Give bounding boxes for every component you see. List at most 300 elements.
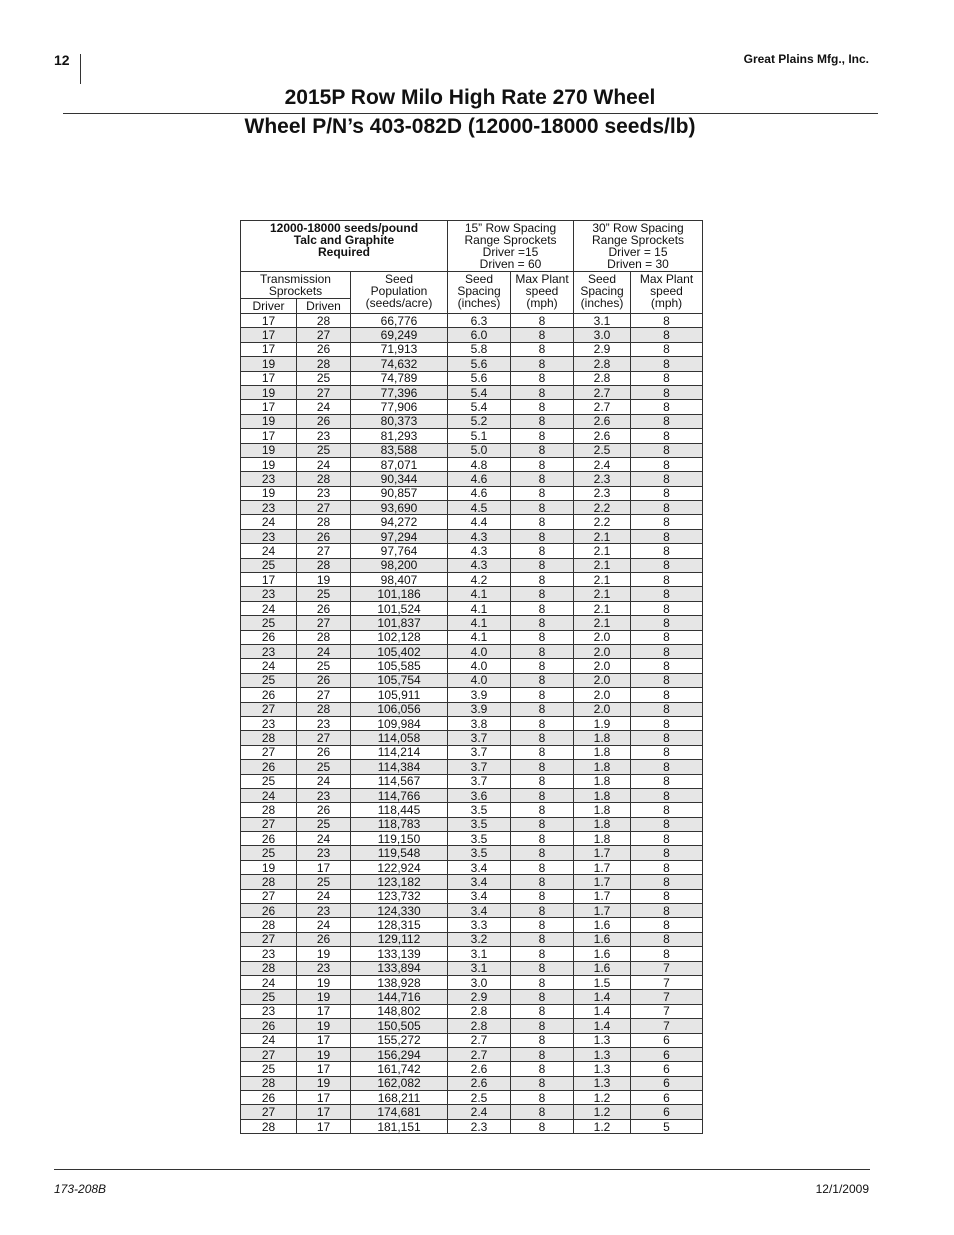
population-cell: 162,082 — [351, 1076, 448, 1090]
speed-15-cell: 8 — [511, 1119, 574, 1133]
spacing-15-cell: 5.0 — [448, 443, 511, 457]
spacing-30-cell: 1.4 — [574, 1019, 631, 1033]
spacing-30-cell: 3.0 — [574, 328, 631, 342]
page-title: 2015P Row Milo High Rate 270 Wheel — [284, 86, 656, 109]
driven-cell: 27 — [297, 688, 351, 702]
driven-cell: 24 — [297, 832, 351, 846]
spacing-line: Seed — [588, 272, 617, 286]
driven-cell: 25 — [297, 371, 351, 385]
population-cell: 122,924 — [351, 860, 448, 874]
driver-cell: 17 — [241, 371, 297, 385]
spacing-15-cell: 6.3 — [448, 314, 511, 328]
speed-30-cell: 8 — [631, 832, 703, 846]
driver-cell: 25 — [241, 1062, 297, 1076]
driven-cell: 28 — [297, 314, 351, 328]
spacing-30-cell: 1.6 — [574, 932, 631, 946]
spacing-line: Seed — [465, 272, 494, 286]
spacing-30-cell: 2.1 — [574, 544, 631, 558]
speed-15-cell: 8 — [511, 357, 574, 371]
spacing-15-cell: 2.4 — [448, 1105, 511, 1119]
spacing-30-cell: 2.0 — [574, 644, 631, 658]
row-15-header — [448, 221, 574, 272]
driven-cell: 17 — [297, 860, 351, 874]
speed-15-cell: 8 — [511, 1004, 574, 1018]
table-row — [241, 457, 703, 471]
table-row — [241, 1033, 703, 1047]
driver-cell: 28 — [241, 803, 297, 817]
speed-30-cell: 6 — [631, 1091, 703, 1105]
speed-30-cell: 8 — [631, 558, 703, 572]
population-cell: 181,151 — [351, 1119, 448, 1133]
spacing-30-cell: 1.4 — [574, 1004, 631, 1018]
population-cell: 123,732 — [351, 889, 448, 903]
table-row — [241, 472, 703, 486]
speed-30-cell: 8 — [631, 904, 703, 918]
population-cell: 101,186 — [351, 587, 448, 601]
driver-cell: 25 — [241, 774, 297, 788]
seed-rate-table — [240, 220, 703, 1134]
driven-cell: 19 — [297, 947, 351, 961]
seeds-per-pound-header — [241, 221, 448, 272]
driver-cell: 19 — [241, 443, 297, 457]
table-row — [241, 1105, 703, 1119]
population-cell: 98,407 — [351, 573, 448, 587]
table-row — [241, 659, 703, 673]
driver-cell: 19 — [241, 860, 297, 874]
speed-15-cell: 8 — [511, 731, 574, 745]
table-row — [241, 314, 703, 328]
speed-15-cell: 8 — [511, 616, 574, 630]
driver-cell: 23 — [241, 472, 297, 486]
table-row — [241, 515, 703, 529]
spacing-15-cell: 2.6 — [448, 1076, 511, 1090]
driven-cell: 27 — [297, 501, 351, 515]
table-row — [241, 1076, 703, 1090]
spacing-15-cell: 3.4 — [448, 889, 511, 903]
speed-line: speed — [650, 284, 683, 298]
spacing-30-cell: 1.8 — [574, 760, 631, 774]
driver-cell: 26 — [241, 904, 297, 918]
driver-cell: 23 — [241, 1004, 297, 1018]
header-divider — [80, 54, 81, 84]
speed-30-cell: 8 — [631, 616, 703, 630]
speed-15-cell: 8 — [511, 630, 574, 644]
table-row — [241, 745, 703, 759]
population-cell: 174,681 — [351, 1105, 448, 1119]
speed-30-cell: 7 — [631, 1004, 703, 1018]
driver-cell: 27 — [241, 702, 297, 716]
driver-cell: 27 — [241, 932, 297, 946]
spacing-15-cell: 3.9 — [448, 688, 511, 702]
driven-cell: 19 — [297, 1076, 351, 1090]
spacing-30-cell: 2.3 — [574, 472, 631, 486]
table-row — [241, 860, 703, 874]
table-row — [241, 803, 703, 817]
population-cell: 90,344 — [351, 472, 448, 486]
spacing-15-cell: 3.5 — [448, 846, 511, 860]
speed-15-cell: 8 — [511, 644, 574, 658]
driver-cell: 24 — [241, 659, 297, 673]
driven-cell: 17 — [297, 1091, 351, 1105]
spacing-15-cell: 4.3 — [448, 544, 511, 558]
population-cell: 119,548 — [351, 846, 448, 860]
table-row — [241, 947, 703, 961]
spacing-30-cell: 1.7 — [574, 860, 631, 874]
speed-30-cell: 8 — [631, 875, 703, 889]
spacing-30-cell: 1.8 — [574, 817, 631, 831]
spacing-30-cell: 2.5 — [574, 443, 631, 457]
driver-cell: 27 — [241, 1105, 297, 1119]
spacing-30-cell: 1.8 — [574, 745, 631, 759]
table-row — [241, 328, 703, 342]
driven-cell: 26 — [297, 342, 351, 356]
driver-cell: 23 — [241, 644, 297, 658]
speed-line: Max Plant — [639, 272, 694, 286]
driver-cell: 24 — [241, 601, 297, 615]
spacing-15-cell: 3.0 — [448, 975, 511, 989]
table-row — [241, 889, 703, 903]
speed-15-cell: 8 — [511, 544, 574, 558]
population-cell: 77,396 — [351, 385, 448, 399]
spacing-15-cell: 3.7 — [448, 731, 511, 745]
transmission-line: Sprockets — [268, 284, 323, 298]
speed-15-cell: 8 — [511, 1033, 574, 1047]
driven-cell: 19 — [297, 573, 351, 587]
speed-15-cell: 8 — [511, 457, 574, 471]
table-row — [241, 817, 703, 831]
driver-cell: 19 — [241, 457, 297, 471]
spacing-30-cell: 2.1 — [574, 601, 631, 615]
population-cell: 101,524 — [351, 601, 448, 615]
spacing-line: (inches) — [457, 296, 501, 310]
spacing-30-cell: 2.1 — [574, 587, 631, 601]
speed-15-cell: 8 — [511, 328, 574, 342]
spacing-15-cell: 4.8 — [448, 457, 511, 471]
speed-30-cell: 8 — [631, 328, 703, 342]
population-cell: 118,445 — [351, 803, 448, 817]
driven-cell: 23 — [297, 788, 351, 802]
spacing-15-cell: 2.8 — [448, 1004, 511, 1018]
population-cell: 155,272 — [351, 1033, 448, 1047]
spacing-30-cell: 1.9 — [574, 716, 631, 730]
spacing-30-cell: 1.2 — [574, 1105, 631, 1119]
table-row — [241, 429, 703, 443]
spacing-30-cell: 1.6 — [574, 947, 631, 961]
population-cell: 83,588 — [351, 443, 448, 457]
spacing-15-cell: 4.3 — [448, 529, 511, 543]
max-speed-15-header — [511, 272, 574, 314]
speed-15-cell: 8 — [511, 385, 574, 399]
driver-cell: 17 — [241, 573, 297, 587]
speed-15-cell: 8 — [511, 472, 574, 486]
spacing-30-cell: 1.2 — [574, 1091, 631, 1105]
driven-header: Driven — [297, 299, 351, 314]
driven-cell: 24 — [297, 644, 351, 658]
spacing-30-cell: 2.0 — [574, 630, 631, 644]
driver-cell: 24 — [241, 544, 297, 558]
driver-cell: 25 — [241, 673, 297, 687]
speed-30-cell: 8 — [631, 932, 703, 946]
seed-spacing-30-header — [574, 272, 631, 314]
spacing-line: Spacing — [457, 284, 501, 298]
table-row — [241, 1091, 703, 1105]
speed-30-cell: 8 — [631, 702, 703, 716]
speed-15-cell: 8 — [511, 501, 574, 515]
driven-cell: 26 — [297, 803, 351, 817]
population-cell: 150,505 — [351, 1019, 448, 1033]
speed-15-cell: 8 — [511, 745, 574, 759]
speed-30-cell: 8 — [631, 371, 703, 385]
table-row — [241, 731, 703, 745]
spacing-30-cell: 1.7 — [574, 846, 631, 860]
table-body — [241, 314, 703, 1134]
speed-15-cell: 8 — [511, 486, 574, 500]
spacing-30-cell: 2.1 — [574, 573, 631, 587]
speed-30-cell: 8 — [631, 774, 703, 788]
speed-15-cell: 8 — [511, 990, 574, 1004]
driver-cell: 24 — [241, 1033, 297, 1047]
driver-cell: 28 — [241, 1119, 297, 1133]
driven-cell: 19 — [297, 990, 351, 1004]
speed-30-cell: 8 — [631, 760, 703, 774]
speed-30-cell: 8 — [631, 472, 703, 486]
table-row — [241, 587, 703, 601]
speed-15-cell: 8 — [511, 975, 574, 989]
spacing-line: (inches) — [580, 296, 624, 310]
speed-30-cell: 8 — [631, 342, 703, 356]
speed-15-cell: 8 — [511, 846, 574, 860]
population-cell: 87,071 — [351, 457, 448, 471]
table-row — [241, 1062, 703, 1076]
population-cell: 105,911 — [351, 688, 448, 702]
driven-cell: 23 — [297, 904, 351, 918]
population-cell: 114,058 — [351, 731, 448, 745]
population-cell: 90,857 — [351, 486, 448, 500]
spacing-30-cell: 1.6 — [574, 918, 631, 932]
table-row — [241, 400, 703, 414]
row-30-line: Driven = 30 — [607, 257, 669, 271]
spacing-15-cell: 2.9 — [448, 990, 511, 1004]
driven-cell: 28 — [297, 558, 351, 572]
population-cell: 98,200 — [351, 558, 448, 572]
driver-cell: 27 — [241, 745, 297, 759]
spacing-15-cell: 2.3 — [448, 1119, 511, 1133]
driven-cell: 28 — [297, 702, 351, 716]
driver-cell: 19 — [241, 486, 297, 500]
speed-15-cell: 8 — [511, 443, 574, 457]
driven-cell: 26 — [297, 529, 351, 543]
speed-30-cell: 7 — [631, 990, 703, 1004]
population-cell: 119,150 — [351, 832, 448, 846]
speed-30-cell: 8 — [631, 515, 703, 529]
population-cell: 123,182 — [351, 875, 448, 889]
driven-cell: 27 — [297, 544, 351, 558]
driven-cell: 23 — [297, 486, 351, 500]
speed-30-cell: 8 — [631, 457, 703, 471]
spacing-15-cell: 3.7 — [448, 774, 511, 788]
population-cell: 114,384 — [351, 760, 448, 774]
spacing-15-cell: 5.8 — [448, 342, 511, 356]
driven-cell: 28 — [297, 630, 351, 644]
table-row — [241, 529, 703, 543]
population-cell: 124,330 — [351, 904, 448, 918]
speed-30-cell: 8 — [631, 947, 703, 961]
table-row — [241, 702, 703, 716]
population-cell: 105,754 — [351, 673, 448, 687]
driven-cell: 24 — [297, 918, 351, 932]
spacing-30-cell: 1.7 — [574, 904, 631, 918]
table-row — [241, 1004, 703, 1018]
driven-cell: 26 — [297, 932, 351, 946]
table-row — [241, 385, 703, 399]
spacing-30-cell: 1.3 — [574, 1033, 631, 1047]
spacing-15-cell: 3.3 — [448, 918, 511, 932]
driven-cell: 17 — [297, 1119, 351, 1133]
group-header-row — [241, 221, 703, 272]
driven-cell: 26 — [297, 601, 351, 615]
driven-cell: 24 — [297, 457, 351, 471]
population-cell: 128,315 — [351, 918, 448, 932]
driven-cell: 27 — [297, 731, 351, 745]
spacing-15-cell: 5.4 — [448, 385, 511, 399]
speed-30-cell: 6 — [631, 1047, 703, 1061]
row-30-title: 30” Row Spacing — [592, 221, 684, 235]
driven-cell: 17 — [297, 1062, 351, 1076]
transmission-sprockets-header — [241, 272, 351, 299]
table-row — [241, 1047, 703, 1061]
speed-15-cell: 8 — [511, 601, 574, 615]
spacing-line: Spacing — [580, 284, 624, 298]
speed-30-cell: 8 — [631, 400, 703, 414]
speed-30-cell: 8 — [631, 817, 703, 831]
driver-cell: 26 — [241, 760, 297, 774]
driven-cell: 27 — [297, 385, 351, 399]
speed-30-cell: 8 — [631, 788, 703, 802]
speed-15-cell: 8 — [511, 371, 574, 385]
speed-15-cell: 8 — [511, 342, 574, 356]
spacing-15-cell: 3.4 — [448, 860, 511, 874]
spacing-15-cell: 2.7 — [448, 1047, 511, 1061]
page-subtitle: Wheel P/N’s 403-082D (12000-18000 seeds/lb) — [244, 115, 696, 138]
spacing-15-cell: 4.1 — [448, 616, 511, 630]
spacing-30-cell: 2.9 — [574, 342, 631, 356]
spacing-15-cell: 2.6 — [448, 1062, 511, 1076]
speed-line: Max Plant — [515, 272, 569, 286]
speed-30-cell: 8 — [631, 486, 703, 500]
speed-15-cell: 8 — [511, 904, 574, 918]
spacing-15-cell: 4.1 — [448, 601, 511, 615]
driver-cell: 19 — [241, 414, 297, 428]
spacing-30-cell: 2.7 — [574, 385, 631, 399]
driven-cell: 25 — [297, 817, 351, 831]
population-cell: 74,789 — [351, 371, 448, 385]
driver-cell: 25 — [241, 616, 297, 630]
speed-30-cell: 8 — [631, 918, 703, 932]
driver-cell: 28 — [241, 875, 297, 889]
table-row — [241, 616, 703, 630]
population-cell: 109,984 — [351, 716, 448, 730]
document-date: 12/1/2009 — [815, 1182, 869, 1196]
table-row — [241, 573, 703, 587]
spacing-15-cell: 2.8 — [448, 1019, 511, 1033]
spacing-15-cell: 4.0 — [448, 659, 511, 673]
spacing-15-cell: 4.0 — [448, 673, 511, 687]
spacing-15-cell: 3.7 — [448, 760, 511, 774]
spacing-30-cell: 2.6 — [574, 429, 631, 443]
driven-cell: 23 — [297, 716, 351, 730]
driver-cell: 23 — [241, 947, 297, 961]
driver-cell: 17 — [241, 328, 297, 342]
population-cell: 133,139 — [351, 947, 448, 961]
table-row — [241, 486, 703, 500]
population-cell: 74,632 — [351, 357, 448, 371]
driven-cell: 24 — [297, 400, 351, 414]
spacing-15-cell: 5.2 — [448, 414, 511, 428]
speed-30-cell: 8 — [631, 889, 703, 903]
spacing-15-cell: 6.0 — [448, 328, 511, 342]
speed-30-cell: 8 — [631, 673, 703, 687]
speed-15-cell: 8 — [511, 314, 574, 328]
transmission-line: Transmission — [260, 272, 331, 286]
row-30-line: Range Sprockets — [591, 233, 685, 247]
speed-30-cell: 8 — [631, 314, 703, 328]
driven-cell: 24 — [297, 774, 351, 788]
speed-15-cell: 8 — [511, 558, 574, 572]
spacing-30-cell: 1.3 — [574, 1076, 631, 1090]
table-row — [241, 630, 703, 644]
driver-header: Driver — [241, 299, 297, 314]
speed-15-cell: 8 — [511, 875, 574, 889]
population-cell: 114,766 — [351, 788, 448, 802]
spacing-30-cell: 2.2 — [574, 501, 631, 515]
spacing-15-cell: 3.8 — [448, 716, 511, 730]
driver-cell: 23 — [241, 529, 297, 543]
driven-cell: 25 — [297, 875, 351, 889]
driver-cell: 27 — [241, 817, 297, 831]
seeds-header-line: 12000-18000 seeds/pound — [269, 221, 419, 235]
row-15-line: Range Sprockets — [464, 233, 557, 247]
speed-15-cell: 8 — [511, 1019, 574, 1033]
column-header-row — [241, 272, 703, 299]
table-row — [241, 788, 703, 802]
spacing-15-cell: 5.6 — [448, 357, 511, 371]
speed-30-cell: 8 — [631, 443, 703, 457]
driven-cell: 17 — [297, 1033, 351, 1047]
speed-15-cell: 8 — [511, 817, 574, 831]
population-cell: 138,928 — [351, 975, 448, 989]
speed-30-cell: 5 — [631, 1119, 703, 1133]
table-row — [241, 1019, 703, 1033]
speed-30-cell: 8 — [631, 357, 703, 371]
table-row — [241, 371, 703, 385]
driver-cell: 24 — [241, 515, 297, 529]
driven-cell: 28 — [297, 515, 351, 529]
speed-30-cell: 8 — [631, 745, 703, 759]
table-row — [241, 846, 703, 860]
spacing-30-cell: 1.8 — [574, 832, 631, 846]
spacing-30-cell: 1.8 — [574, 788, 631, 802]
spacing-15-cell: 4.6 — [448, 472, 511, 486]
speed-15-cell: 8 — [511, 716, 574, 730]
driver-cell: 25 — [241, 558, 297, 572]
population-cell: 168,211 — [351, 1091, 448, 1105]
row-15-line: Driver =15 — [482, 245, 539, 259]
population-cell: 105,585 — [351, 659, 448, 673]
table-row — [241, 414, 703, 428]
speed-15-cell: 8 — [511, 1047, 574, 1061]
table-row — [241, 932, 703, 946]
driver-cell: 26 — [241, 630, 297, 644]
